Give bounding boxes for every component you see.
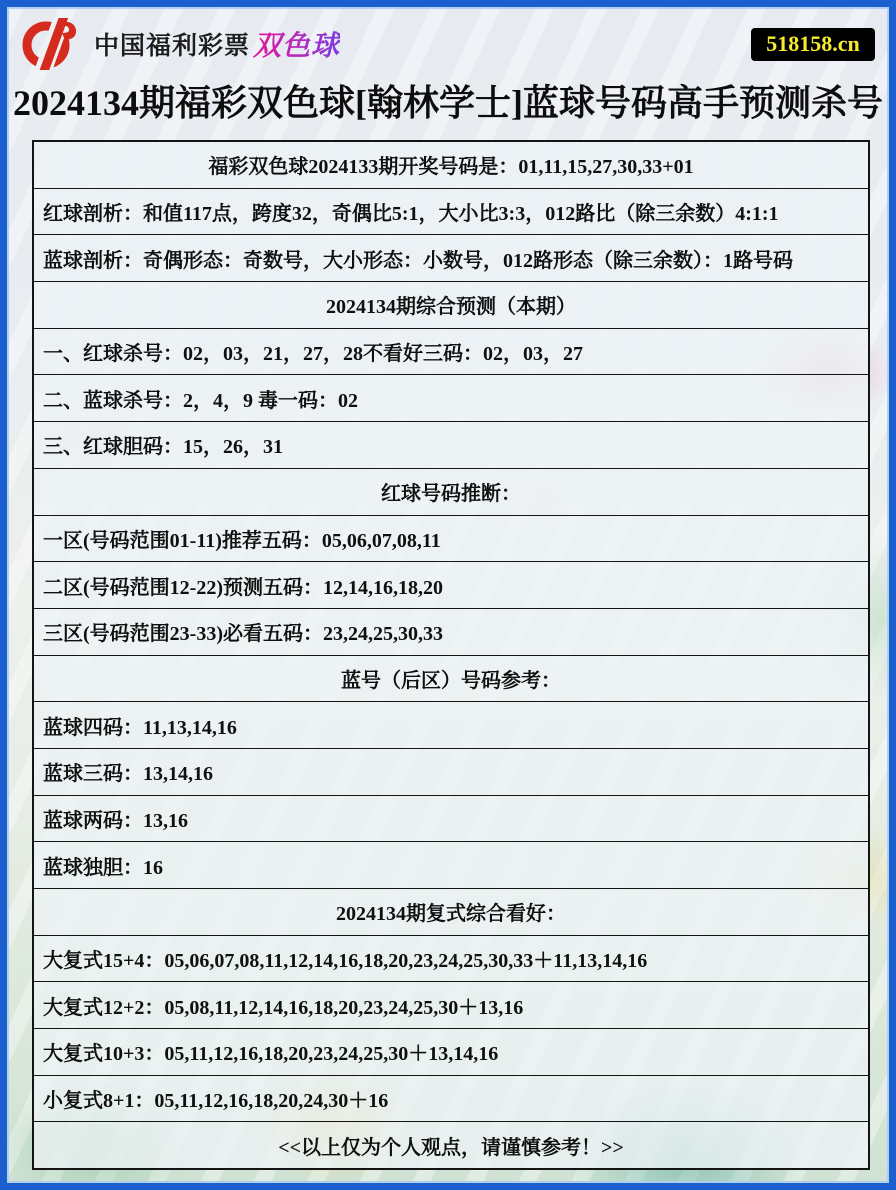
table-row-blue-two: 蓝球两码：13,16 <box>34 795 868 842</box>
table-row-red-dan: 三、红球胆码：15，26，31 <box>34 421 868 468</box>
table-row-zone2: 二区(号码范围12-22)预测五码：12,14,16,18,20 <box>34 561 868 608</box>
table-row-blue-analysis: 蓝球剖析：奇偶形态：奇数号，大小形态：小数号，012路形态（除三余数）：1路号码 <box>34 234 868 281</box>
brand <box>20 18 340 70</box>
table-row-complex-12-2: 大复式12+2：05,08,11,12,14,16,18,20,23,24,25,30＋13,16 <box>34 981 868 1028</box>
china-welfare-lottery-logo <box>20 18 86 70</box>
brand-name-label: 中国福利彩票 <box>94 32 251 60</box>
table-row-section-complex: 2024134期复式综合看好： <box>34 888 868 935</box>
table-row-complex-8-1: 小复式8+1：05,11,12,16,18,20,24,30＋16 <box>34 1075 868 1122</box>
page-title: 2024134期福彩双色球[翰林学士]蓝球号码高手预测杀号 <box>13 83 883 123</box>
table-row-red-analysis: 红球剖析：和值117点，跨度32，奇偶比5:1，大小比3:3，012路比（除三余数）4:1:1 <box>34 188 868 235</box>
table-row-complex-15-4: 大复式15+4：05,06,07,08,11,12,14,16,18,20,23,24,25,30,33＋11,13,14,16 <box>34 935 868 982</box>
table-row-zone3: 三区(号码范围23-33)必看五码：23,24,25,30,33 <box>34 608 868 655</box>
prediction-table <box>32 140 870 1170</box>
table-row-blue-single: 蓝球独胆：16 <box>34 841 868 888</box>
table-row-section-blue-ref: 蓝号（后区）号码参考： <box>34 655 868 702</box>
table-row-red-kill: 一、红球杀号：02，03，21，27，28不看好三码：02，03，27 <box>34 328 868 375</box>
brand-product-label: 双色球 <box>253 24 340 64</box>
table-row-zone1: 一区(号码范围01-11)推荐五码：05,06,07,08,11 <box>34 515 868 562</box>
table-row-blue-four: 蓝球四码：11,13,14,16 <box>34 701 868 748</box>
site-url-badge[interactable]: 518158.cn <box>751 28 875 61</box>
table-row-section-red-infer: 红球号码推断： <box>34 468 868 515</box>
table-row-draw-result: 福彩双色球2024133期开奖号码是：01,11,15,27,30,33+01 <box>208 156 694 179</box>
table-row-blue-kill: 二、蓝球杀号：2，4，9 毒一码：02 <box>34 374 868 421</box>
header <box>20 17 881 71</box>
table-row-disclaimer: <<以上仅为个人观点，请谨慎参考！>> <box>34 1121 868 1168</box>
table-row-complex-10-3: 大复式10+3：05,11,12,16,18,20,23,24,25,30＋13,14,16 <box>34 1028 868 1075</box>
table-row-blue-three: 蓝球三码：13,14,16 <box>34 748 868 795</box>
table-row-section-forecast: 2024134期综合预测（本期） <box>34 281 868 328</box>
